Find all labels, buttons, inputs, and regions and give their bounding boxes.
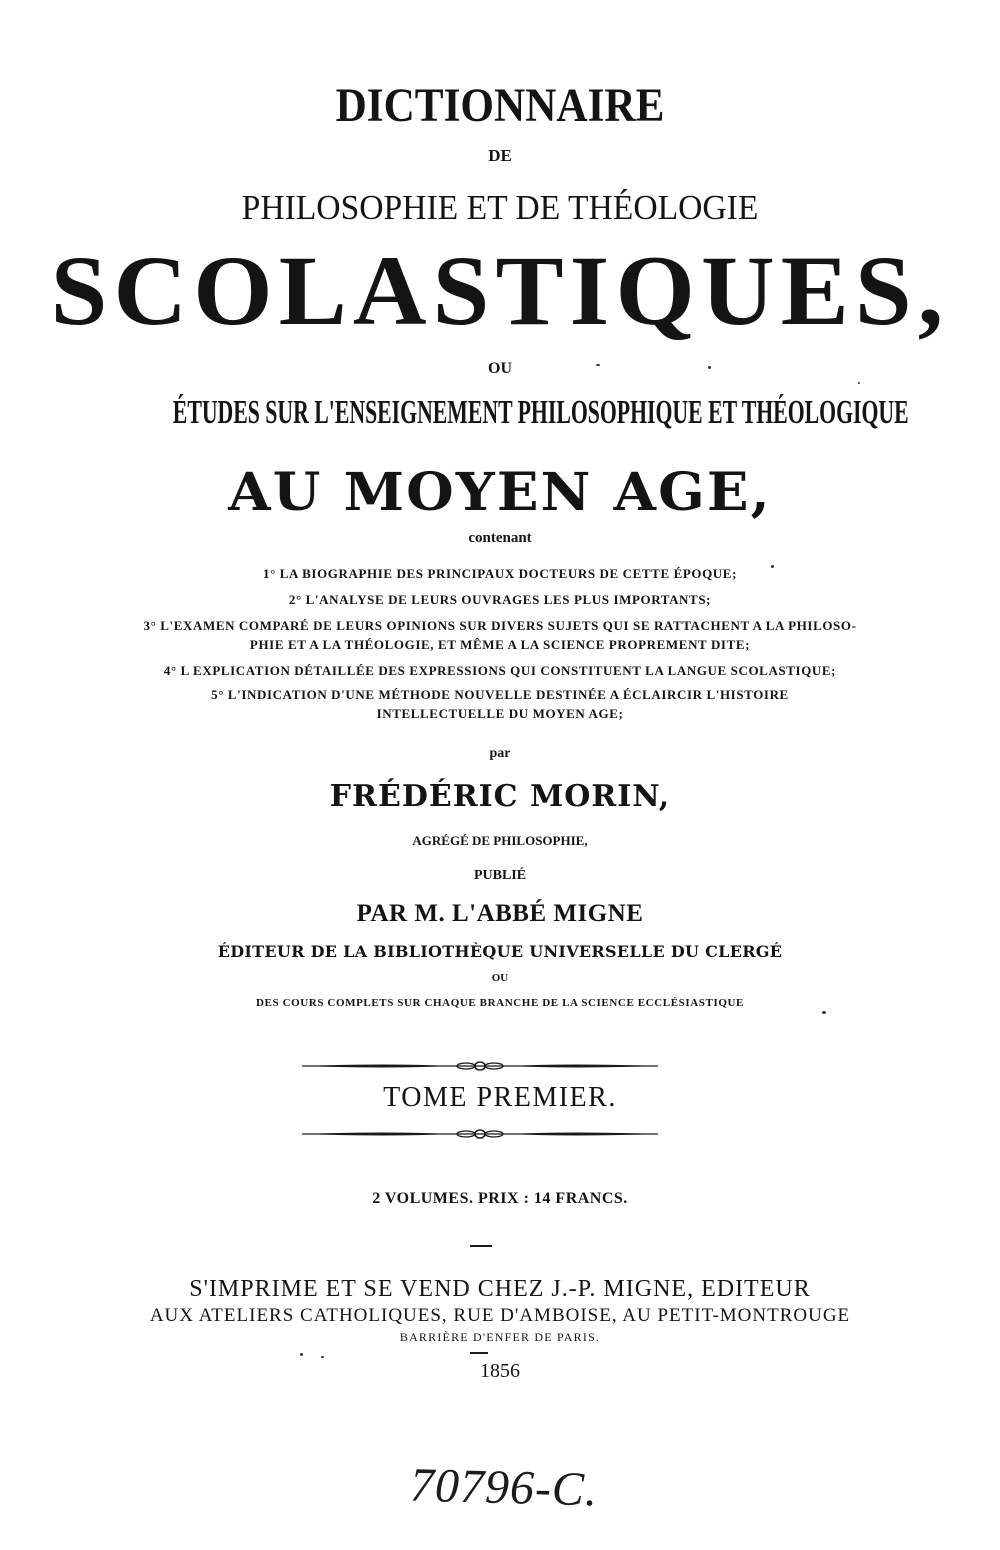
divider-dash [470, 1352, 488, 1354]
ink-speck [300, 1353, 303, 1356]
publisher-name: PAR M. L'ABBÉ MIGNE [356, 900, 644, 927]
title-connector-de: DE [488, 146, 512, 165]
contents-item: INTELLECTUELLE DU MOYEN AGE; [376, 706, 624, 721]
contents-heading: contenant [468, 530, 532, 546]
contents-item: 1° LA BIOGRAPHIE DES PRINCIPAUX DOCTEURS DE CETTE ÉPOQUE; [263, 566, 737, 581]
published-label: PUBLIÉ [473, 868, 527, 883]
ink-speck [321, 1356, 324, 1358]
ink-speck [771, 565, 774, 568]
publisher-connector-ou: OU [491, 972, 509, 984]
by-line: par [489, 746, 511, 761]
contents-item: 3° L'EXAMEN COMPARÉ DE LEURS OPINIONS SUR DIVERS SUJETS QUI SE RATTACHENT A LA PHILOSO- [143, 618, 857, 633]
contents-item: 5° L'INDICATION D'UNE MÉTHODE NOUVELLE DESTINÉE A ÉCLAIRCIR L'HISTOIRE [211, 687, 789, 702]
divider-dash [470, 1245, 492, 1247]
imprint-address: AUX ATELIERS CATHOLIQUES, RUE D'AMBOISE, AU PETIT-MONTROUGE [149, 1305, 851, 1326]
author-name: FRÉDÉRIC MORIN, [329, 779, 671, 814]
author-title: AGRÉGÉ DE PHILOSOPHIE, [412, 833, 588, 848]
contents-item: 4° L EXPLICATION DÉTAILLÉE DES EXPRESSIONS QUI CONSTITUENT LA LANGUE SCOLASTIQUE; [163, 663, 837, 678]
ink-speck [708, 366, 711, 369]
ornamental-rule [300, 1126, 660, 1142]
publisher-role: ÉDITEUR DE LA BIBLIOTHÈQUE UNIVERSELLE DU CLERGÉ [217, 942, 783, 961]
ink-speck [822, 1011, 826, 1014]
alternate-title-period: AU MOYEN AGE, [228, 462, 772, 523]
publication-year: 1856 [480, 1360, 520, 1382]
ink-speck [596, 364, 600, 366]
volume-label: TOME PREMIER. [383, 1082, 617, 1113]
price-line: 2 VOLUMES. PRIX : 14 FRANCS. [372, 1190, 628, 1207]
contents-item: PHIE ET A LA THÉOLOGIE, ET MÊME A LA SCIENCE PROPREMENT DITE; [249, 637, 751, 652]
ornamental-rule [300, 1058, 660, 1074]
title-connector-ou: OU [488, 360, 512, 377]
book-subtitle: PHILOSOPHIE ET DE THÉOLOGIE [241, 188, 759, 227]
contents-item: 2° L'ANALYSE DE LEURS OUVRAGES LES PLUS IMPORTANTS; [288, 592, 712, 607]
imprint-location: BARRIÈRE D'ENFER DE PARIS. [399, 1330, 601, 1344]
publisher-series: DES COURS COMPLETS SUR CHAQUE BRANCHE DE LA SCIENCE ECCLÉSIASTIQUE [256, 997, 744, 1009]
handwritten-shelfmark: 70796-C. [409, 1458, 599, 1517]
alternate-title: ÉTUDES SUR L'ENSEIGNEMENT PHILOSOPHIQUE ET THÉOLOGIQUE [172, 394, 909, 431]
ink-speck [858, 382, 860, 384]
main-title: SCOLASTIQUES, [50, 235, 950, 346]
book-title: DICTIONNAIRE [335, 79, 665, 132]
imprint-line: S'IMPRIME ET SE VEND CHEZ J.-P. MIGNE, EDITEUR [189, 1276, 811, 1302]
